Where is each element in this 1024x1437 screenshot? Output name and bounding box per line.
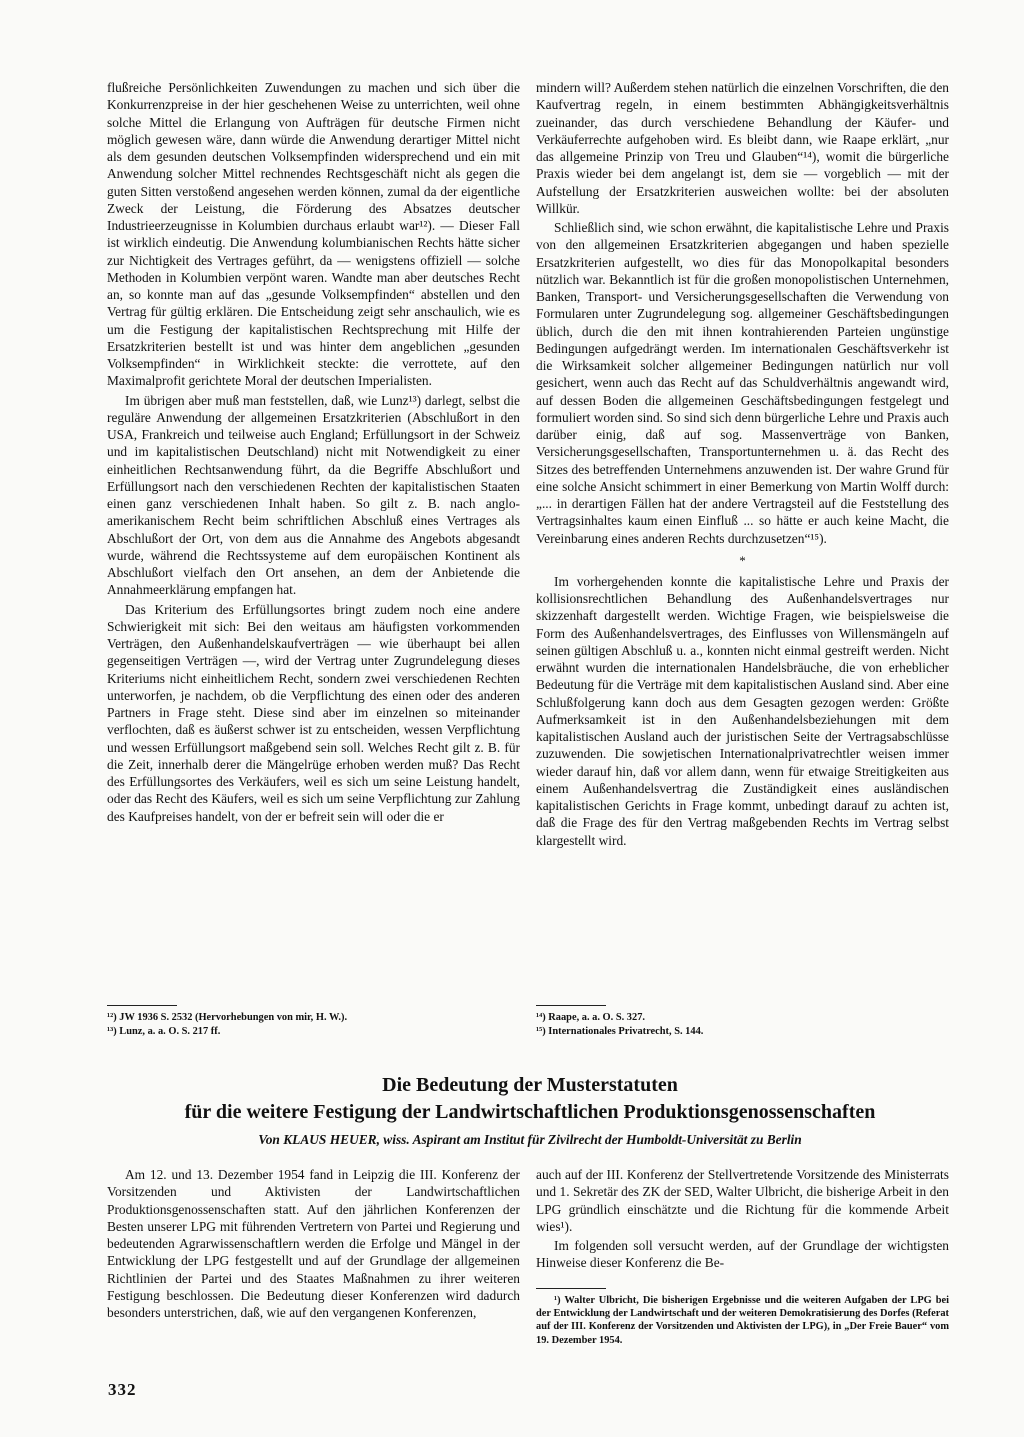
footnote-rule: [536, 1005, 606, 1006]
new-article-column-right: [536, 1166, 949, 1272]
paragraph: mindern will? Außerdem stehen natürlich die einzelnen Vorschriften, die den Kaufvertrag regeln, in einem bestimmten Abhängigkeitsverhältnis zueinander, das durch verschiedene Behandlung der Käufer- und Verkäuferrechte aufgehoben wird. Es bleibt dann, wie Raape erklärt, „nur das allgemeine Prinzip von Treu und Glauben“¹⁴), womit die bürgerliche Praxis wieder bei dem angelangt ist, dem sie — vorgeblich — mit der Aufstellung der Ersatzkriterien ausweichen wollte: bei der absoluten Willkür.: [536, 80, 949, 216]
footnote: ¹²) JW 1936 S. 2532 (Hervorhebungen von mir, H. W.).: [107, 1012, 348, 1023]
paragraph: auch auf der III. Konferenz der Stellvertretende Vorsitzende des Ministerrats und 1. Sekretär des ZK der SED, Walter Ulbricht, die bisherige Arbeit in den LPG gründlich einschätzte und die Richtung für die kommende Arbeit wies¹).: [536, 1167, 949, 1234]
article-column-left: [107, 79, 520, 825]
new-article-footnote: [536, 1294, 949, 1347]
new-article-column-left: [107, 1166, 520, 1321]
paragraph: Schließlich sind, wie schon erwähnt, die kapitalistische Lehre und Praxis von den allgemeinen Ersatzkriterien abgegangen und haben spezielle Ersatzkriterien aufgestellt, wo dies für das Monopolkapital besonders nützlich war. Bekanntlich ist für die großen monopolistischen Unternehmen, Banken, Transport- und Versicherungsgesellschaften die Verwendung von Formularen unter Zugrundelegung sog. allgemeiner Geschäftsbedingungen üblich, durch die den mit ihnen kontrahierenden Parteien ungünstige Bedingungen aufgedrängt werden. Im internationalen Geschäftsverkehr ist die Wirksamkeit solcher allgemeiner Bedingungen natürlich nur voll gesichert, wenn auch das Recht auf das Schuldverhältnis angewandt wird, auf dessen Boden die allgemeinen Geschäftsbedingungen festgelegt und formuliert worden sind. So sind sich denn bürgerliche Lehre und Praxis auch darüber einig, daß auf sog. Massenverträge von Banken, Versicherungsgesellschaften, Transportunternehmen u. ä. das Recht des Sitzes des betreffenden Unternehmens anzuwenden ist. Der wahre Grund für eine solche Ansicht schimmert in einer Bemerkung von Martin Wolff durch: „... in derartigen Fällen hat der andere Vertragsteil auf die Feststellung des Vertragsinhaltes kaum einen Einfluß ... so hätte er auch keine Macht, die Vereinbarung eines anderen Rechts durchzusetzen“¹⁵).: [536, 220, 949, 546]
page-number: 332: [108, 1380, 137, 1399]
paragraph: Im übrigen aber muß man feststellen, daß, wie Lunz¹³) darlegt, selbst die reguläre Anwendung der allgemeinen Ersatzkriterien (Abschlußort in den USA, Frankreich und teilweise auch England; Erfüllungsort in der Schweiz und im kapitalistischen Deutschland) nicht mit Notwendigkeit zu einer einheitlichen Rechtsanwendung führt, da die Begriffe Abschlußort und Erfüllungsort nach den verschiedenen Rechten der kapitalistischen Staaten einen ganz verschiedenen Inhalt haben. So gilt z. B. nach anglo-amerikanischem Recht beim schriftlichen Abschluß eines Vertrages als Abschlußort der Ort, von dem aus die Annahme des Angebots abgesandt wurde, während die Rechtssysteme auf dem europäischen Kontinent als Abschlußort vielfach den Ort ansehen, an dem der Anbietende die Annahmeerklärung empfangen hat.: [107, 392, 520, 598]
paragraph: Im folgenden soll versucht werden, auf der Grundlage der wichtigsten Hinweise dieser Konferenz die Be-: [536, 1238, 949, 1271]
article-title-line-1: Die Bedeutung der Musterstatuten: [382, 1074, 678, 1096]
footnote-rule: [107, 1005, 177, 1006]
section-separator: *: [739, 552, 746, 568]
paragraph: Das Kriterium des Erfüllungsortes bringt zudem noch eine andere Schwierigkeit mit sich: Bei den weitaus am häufigsten vorkommenden Verträgen, den Außenhandelskaufverträgen — wie überhaupt bei allen gegenseitigen Verträgen —, wird der Vertrag unter Zugrundelegung dieses Kriteriums nicht einheitlichem Recht, sondern zwei verschiedenen Rechten unterworfen, je nachdem, ob die Verpflichtung des einen oder des anderen Partners in Frage steht. Diese sind aber im einzelnen so miteinander verflochten, daß es äußerst schwer ist zu entscheiden, wessen Verpflichtung und wessen Erfüllungsort maßgebend sein soll. Welches Recht gilt z. B. für die Zeit, innerhalb derer die Mängelrüge erhoben werden muß? Das Recht des Erfüllungsortes des Verkäufers, weil es sich um seine Leistung handelt, oder das Recht des Käufers, weil es sich um seine Verpflichtung zur Zahlung des Kaufpreises handelt, von der er befreit sein will oder die er: [107, 601, 520, 824]
footnotes-left: [107, 1011, 347, 1039]
paragraph: Im vorhergehenden konnte die kapitalistische Lehre und Praxis der kollisionsrechtlichen Behandlung des Außenhandelsvertrages nur skizzenhaft dargestellt werden. Wichtige Fragen, wie beispielsweise die Form des Außenhandelsvertrages, des Einflusses von Willensmängeln auf seinen gültigen Abschluß u. a., konnten nicht einmal gestreift werden. Nicht erwähnt wurden die internationalen Handelsbräuche, die von erheblicher Bedeutung für die Verträge mit dem kapitalistischen Ausland sind. Aber eine Schlußfolgerung kann doch aus dem Gesagten gezogen werden: Größte Aufmerksamkeit ist in den Außenhandelsbeziehungen mit dem kapitalistischen Ausland auch der juristischen Seite der Vertragsabschlüsse zuzuwenden. Die sowjetischen Internationalprivatrechtler weisen immer wieder darauf hin, daß vor allem dann, wenn für etwaige Streitigkeiten aus einem Außenhandelsvertrag die Zuständigkeit eines ausländischen kapitalistischen Gerichts in Frage kommt, unbedingt darauf zu achten ist, daß die Frage des für den Vertrag maßgebenden Rechts im Vertrag selbst klargestellt wird.: [536, 573, 949, 848]
article-byline: Von KLAUS HEUER, wiss. Aspirant am Institut für Zivilrecht der Humboldt-Universität zu Berlin: [258, 1132, 802, 1147]
footnote: ¹⁴) Raape, a. a. O. S. 327.: [536, 1012, 645, 1023]
footnotes-right: [536, 1011, 703, 1039]
footnote-rule: [536, 1288, 606, 1289]
footnote: ¹) Walter Ulbricht, Die bisherigen Ergebnisse und die weiteren Aufgaben der LPG bei der Entwicklung der Landwirtschaft und der weiteren Demokratisierung des Dorfes (Referat auf der III. Konferenz der Vorsitzenden und Aktivisten der LPG), in „Der Freie Bauer“ vom 19. Dezember 1954.: [536, 1295, 949, 1346]
paragraph: Am 12. und 13. Dezember 1954 fand in Leipzig die III. Konferenz der Vorsitzenden und Aktivisten der Landwirtschaftlichen Produktionsgenossenschaften statt. Auf den jährlichen Konferenzen der Besten unserer LPG mit führenden Vertretern von Partei und Regierung und bedeutenden Agrarwissenschaftlern werden die Erfolge und Mängel in der Entwicklung der LPG festgestellt und auf der Grundlage der allgemeinen Richtlinien der Partei und des Staates Maßnahmen zu ihrer weiteren Festigung beschlossen. Die Bedeutung dieser Konferenzen wird dadurch besonders unterstrichen, daß, wie auf den vergangenen Konferenzen,: [107, 1167, 520, 1320]
footnote: ¹³) Lunz, a. a. O. S. 217 ff.: [107, 1026, 221, 1037]
article-column-right: [536, 79, 949, 849]
article-title: [100, 1072, 960, 1126]
footnote: ¹⁵) Internationales Privatrecht, S. 144.: [536, 1026, 704, 1037]
paragraph: flußreiche Persönlichkeiten Zuwendungen zu machen und sich über die Konkurrenzpreise in der hier geschehenen Weise zu unterrichten, weil ohne solche Mittel die Erlangung von Aufträgen für deutsche Firmen nicht möglich gewesen wäre, dann würde die Anwendung derartiger Mittel nicht als dem gesunden deutschen Volksempfinden widersprechend und ein mit Anwendung solcher Mittel rechnendes Rechtsgeschäft nicht als gegen die guten Sitten verstoßend angesehen werden können, zumal da der eigentliche Zweck der Leistung, die Förderung des Absatzes deutscher Industrieerzeugnisse in Kolumbien durchaus erlaubt war¹²). — Dieser Fall ist wirklich eindeutig. Die Anwendung kolumbianischen Rechts hätte sicher zur Nichtigkeit des Vertrages geführt, da — wenigstens offiziell — solche Methoden in Kolumbien verpönt waren. Wandte man aber deutsches Recht an, so konnte man auf das „gesunde Volksempfinden“ abstellen und den Vertrag für gültig erklären. Die Entscheidung zeigt sehr anschaulich, wie es um die Festigung der kapitalistischen Rechtsprechung mit Hilfe der Ersatzkriterien bestellt ist und was hinter dem angeblichen „gesunden Volksempfinden“ in Wirklichkeit steckte: die verrottete, auf den Maximalprofit gerichtete Moral der deutschen Imperialisten.: [107, 80, 520, 389]
article-title-line-2: für die weitere Festigung der Landwirtschaftlichen Produktionsgenossenschaften: [184, 1101, 876, 1123]
